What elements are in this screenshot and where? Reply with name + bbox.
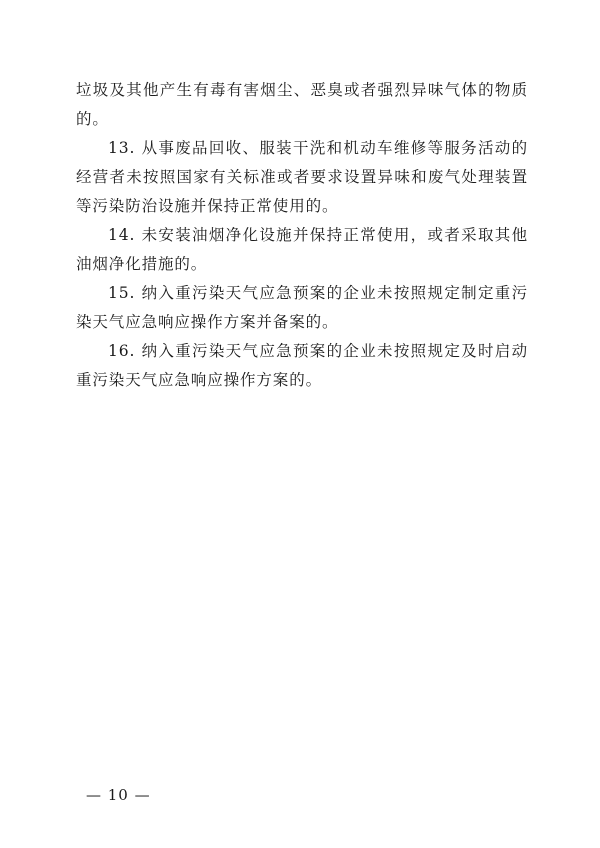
paragraph-continuation: 垃圾及其他产生有毒有害烟尘、恶臭或者强烈异味气体的物质的。: [76, 81, 528, 128]
paragraph-item-13: 13. 从事废品回收、服装干洗和机动车维修等服务活动的经营者未按照国家有关标准或者要求设置异味和废气处理装置等污染防治设施并保持正常使用的。: [76, 139, 528, 215]
document-body: [76, 76, 528, 395]
paragraph-item-15: 15. 纳入重污染天气应急预案的企业未按照规定制定重污染天气应急响应操作方案并备案的。: [76, 284, 528, 331]
paragraph-item-14: 14. 未安装油烟净化设施并保持正常使用，或者采取其他油烟净化措施的。: [76, 226, 528, 273]
paragraph-item-16: 16. 纳入重污染天气应急预案的企业未按照规定及时启动重污染天气应急响应操作方案的。: [76, 342, 528, 389]
page-number: — 10 —: [86, 786, 151, 804]
